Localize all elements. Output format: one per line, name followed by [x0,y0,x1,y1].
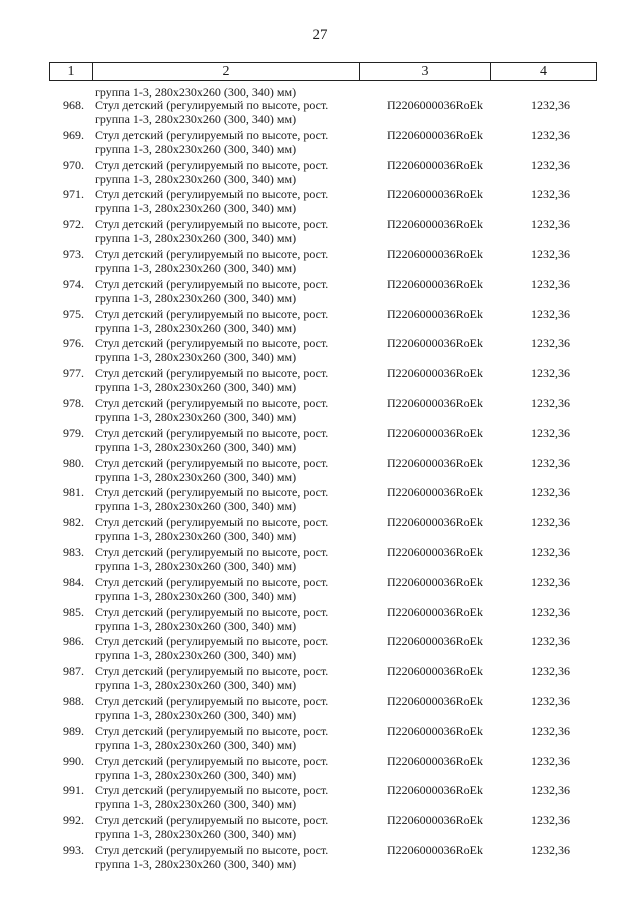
item-description [95,307,360,335]
description-line-2: группа 1-3, 280x230x260 (300, 340) мм) [95,797,297,812]
table-row [0,843,640,873]
table-row [0,277,640,307]
description-line-1: Стул детский (регулируемый по высоте, рост. [95,157,329,172]
table-row [0,694,640,724]
description-line-2: группа 1-3, 280x230x260 (300, 340) мм) [95,439,297,454]
description-line-2: группа 1-3, 280x230x260 (300, 340) мм) [95,529,297,544]
item-code: П2206000036RoEk [387,723,483,738]
item-code: П2206000036RoEk [387,395,483,410]
column-header-1: 1 [50,63,93,80]
item-description [95,456,360,484]
item-description [95,217,360,245]
item-code: П2206000036RoEk [387,485,483,500]
description-line-1: Стул детский (регулируемый по высоте, рост. [95,842,329,857]
row-number: 990. [63,753,84,768]
table-row [0,98,640,128]
description-line-1: Стул детский (регулируемый по высоте, рост. [95,664,329,679]
item-price: 1232,36 [531,187,570,202]
item-price: 1232,36 [531,336,570,351]
description-line-1: Стул детский (регулируемый по высоте, рост. [95,634,329,649]
item-description [95,724,360,752]
row-number: 992. [63,813,84,828]
row-number: 974. [63,276,84,291]
description-line-1: Стул детский (регулируемый по высоте, рост. [95,395,329,410]
table-row [0,247,640,277]
row-number: 988. [63,693,84,708]
item-description [95,98,360,126]
description-line-2: группа 1-3, 280x230x260 (300, 340) мм) [95,558,297,573]
item-code: П2206000036RoEk [387,813,483,828]
item-code: П2206000036RoEk [387,515,483,530]
description-line-1: Стул детский (регулируемый по высоте, рост. [95,544,329,559]
item-price: 1232,36 [531,217,570,232]
row-number: 976. [63,336,84,351]
row-number: 984. [63,574,84,589]
item-description [95,396,360,424]
description-line-2: группа 1-3, 280x230x260 (300, 340) мм) [95,648,297,663]
description-line-1: Стул детский (регулируемый по высоте, рост. [95,783,329,798]
table-row [0,456,640,486]
description-line-1: Стул детский (регулируемый по высоте, рост. [95,455,329,470]
table-row [0,158,640,188]
row-number: 993. [63,842,84,857]
description-line-2: группа 1-3, 280x230x260 (300, 340) мм) [95,141,297,156]
table-row [0,336,640,366]
row-number: 979. [63,425,84,440]
row-number: 989. [63,723,84,738]
item-code: П2206000036RoEk [387,127,483,142]
row-number: 981. [63,485,84,500]
item-description [95,783,360,811]
description-line-2: группа 1-3, 280x230x260 (300, 340) мм) [95,260,297,275]
item-code: П2206000036RoEk [387,246,483,261]
description-line-1: Стул детский (регулируемый по высоте, рост. [95,127,329,142]
item-price: 1232,36 [531,515,570,530]
row-number: 972. [63,217,84,232]
item-price: 1232,36 [531,98,570,112]
row-number: 978. [63,395,84,410]
item-price: 1232,36 [531,813,570,828]
item-price: 1232,36 [531,246,570,261]
description-line-1: Стул детский (регулируемый по высоте, рост. [95,693,329,708]
description-line-2: группа 1-3, 280x230x260 (300, 340) мм) [95,827,297,842]
item-code: П2206000036RoEk [387,753,483,768]
row-number: 991. [63,783,84,798]
description-line-2: группа 1-3, 280x230x260 (300, 340) мм) [95,469,297,484]
item-price: 1232,36 [531,127,570,142]
table-row [0,605,640,635]
item-code: П2206000036RoEk [387,634,483,649]
row-number: 983. [63,544,84,559]
description-line-1: Стул детский (регулируемый по высоте, рост. [95,187,329,202]
description-line-1: Стул детский (регулируемый по высоте, рост. [95,98,329,112]
item-description [95,694,360,722]
table-row [0,634,640,664]
description-line-2: группа 1-3, 280x230x260 (300, 340) мм) [95,737,297,752]
description-line-1: Стул детский (регулируемый по высоте, рост. [95,336,329,351]
table-row [0,664,640,694]
item-price: 1232,36 [531,753,570,768]
column-header-4: 4 [540,63,547,79]
row-number: 985. [63,604,84,619]
item-description [95,247,360,275]
item-price: 1232,36 [531,157,570,172]
row-number: 973. [63,246,84,261]
item-price: 1232,36 [531,544,570,559]
row-number: 969. [63,127,84,142]
row-number: 982. [63,515,84,530]
item-description [95,634,360,662]
item-price: 1232,36 [531,574,570,589]
description-line-1: Стул детский (регулируемый по высоте, рост. [95,425,329,440]
description-line-2: группа 1-3, 280x230x260 (300, 340) мм) [95,380,297,395]
row-number: 977. [63,366,84,381]
description-line-1: Стул детский (регулируемый по высоте, рост. [95,723,329,738]
row-number: 980. [63,455,84,470]
description-line-2: группа 1-3, 280x230x260 (300, 340) мм) [95,171,297,186]
row-number: 987. [63,664,84,679]
description-line-1: Стул детский (регулируемый по высоте, рост. [95,246,329,261]
item-description [95,426,360,454]
description-line-2: группа 1-3, 280x230x260 (300, 340) мм) [95,678,297,693]
description-line-2: группа 1-3, 280x230x260 (300, 340) мм) [95,201,297,216]
continued-description: группа 1-3, 280x230x260 (300, 340) мм) [95,85,297,99]
item-price: 1232,36 [531,664,570,679]
item-description [95,366,360,394]
description-line-2: группа 1-3, 280x230x260 (300, 340) мм) [95,409,297,424]
description-line-2: группа 1-3, 280x230x260 (300, 340) мм) [95,320,297,335]
item-price: 1232,36 [531,604,570,619]
description-line-2: группа 1-3, 280x230x260 (300, 340) мм) [95,767,297,782]
table-column-header [49,62,597,81]
item-code: П2206000036RoEk [387,664,483,679]
description-line-2: группа 1-3, 280x230x260 (300, 340) мм) [95,856,297,871]
item-price: 1232,36 [531,455,570,470]
item-description [95,515,360,543]
item-price: 1232,36 [531,723,570,738]
item-code: П2206000036RoEk [387,544,483,559]
item-code: П2206000036RoEk [387,336,483,351]
description-line-2: группа 1-3, 280x230x260 (300, 340) мм) [95,499,297,514]
item-code: П2206000036RoEk [387,425,483,440]
item-code: П2206000036RoEk [387,783,483,798]
item-code: П2206000036RoEk [387,187,483,202]
table-row [0,515,640,545]
table-body [0,98,640,873]
table-row [0,426,640,456]
table-row [0,545,640,575]
item-description [95,575,360,603]
description-line-1: Стул детский (регулируемый по высоте, рост. [95,813,329,828]
table-row [0,187,640,217]
item-price: 1232,36 [531,842,570,857]
item-code: П2206000036RoEk [387,217,483,232]
row-number: 970. [63,157,84,172]
item-code: П2206000036RoEk [387,98,483,112]
item-price: 1232,36 [531,425,570,440]
table-row [0,724,640,754]
item-code: П2206000036RoEk [387,693,483,708]
description-line-2: группа 1-3, 280x230x260 (300, 340) мм) [95,350,297,365]
item-code: П2206000036RoEk [387,157,483,172]
description-line-1: Стул детский (регулируемый по высоте, рост. [95,515,329,530]
item-price: 1232,36 [531,395,570,410]
description-line-2: группа 1-3, 280x230x260 (300, 340) мм) [95,231,297,246]
row-number: 986. [63,634,84,649]
table-row [0,307,640,337]
item-description [95,158,360,186]
table-row [0,396,640,426]
item-description [95,485,360,513]
description-line-1: Стул детский (регулируемый по высоте, рост. [95,574,329,589]
description-line-1: Стул детский (регулируемый по высоте, рост. [95,276,329,291]
description-line-1: Стул детский (регулируемый по высоте, рост. [95,604,329,619]
item-description [95,813,360,841]
row-number: 968. [63,98,84,112]
item-code: П2206000036RoEk [387,306,483,321]
item-code: П2206000036RoEk [387,842,483,857]
table-row [0,575,640,605]
item-description [95,545,360,573]
table-row [0,217,640,247]
item-price: 1232,36 [531,634,570,649]
item-price: 1232,36 [531,783,570,798]
description-line-1: Стул детский (регулируемый по высоте, рост. [95,485,329,500]
table-row [0,128,640,158]
item-price: 1232,36 [531,693,570,708]
item-description [95,754,360,782]
table-row [0,783,640,813]
item-price: 1232,36 [531,306,570,321]
item-description [95,605,360,633]
row-number: 975. [63,306,84,321]
table-row [0,813,640,843]
item-description [95,336,360,364]
description-line-1: Стул детский (регулируемый по высоте, рост. [95,217,329,232]
item-code: П2206000036RoEk [387,574,483,589]
table-row [0,754,640,784]
item-price: 1232,36 [531,366,570,381]
item-description [95,664,360,692]
table-row [0,485,640,515]
description-line-2: группа 1-3, 280x230x260 (300, 340) мм) [95,618,297,633]
description-line-1: Стул детский (регулируемый по высоте, рост. [95,366,329,381]
column-header-3: 3 [360,63,491,80]
row-number: 971. [63,187,84,202]
description-line-2: группа 1-3, 280x230x260 (300, 340) мм) [95,707,297,722]
description-line-2: группа 1-3, 280x230x260 (300, 340) мм) [95,588,297,603]
description-line-2: группа 1-3, 280x230x260 (300, 340) мм) [95,112,297,126]
column-header-2: 2 [93,63,360,80]
item-price: 1232,36 [531,276,570,291]
item-description [95,843,360,871]
item-code: П2206000036RoEk [387,366,483,381]
item-description [95,277,360,305]
item-code: П2206000036RoEk [387,604,483,619]
description-line-2: группа 1-3, 280x230x260 (300, 340) мм) [95,290,297,305]
item-code: П2206000036RoEk [387,276,483,291]
description-line-1: Стул детский (регулируемый по высоте, рост. [95,306,329,321]
page-number: 27 [312,27,328,43]
item-code: П2206000036RoEk [387,455,483,470]
item-description [95,128,360,156]
table-row [0,366,640,396]
item-price: 1232,36 [531,485,570,500]
description-line-1: Стул детский (регулируемый по высоте, рост. [95,753,329,768]
item-description [95,187,360,215]
